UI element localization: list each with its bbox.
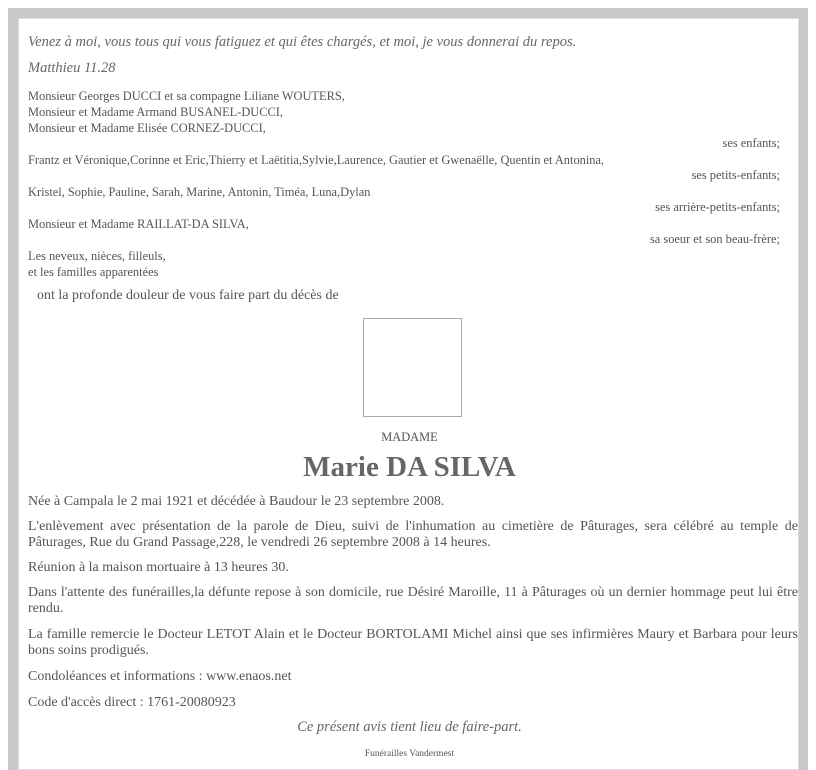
deceased-name: Marie DA SILVA xyxy=(303,451,516,483)
children-line-1: Monsieur Georges DUCCI et sa compagne Liliane WOUTERS, xyxy=(28,89,345,103)
deceased-title: MADAME xyxy=(381,430,438,444)
paragraph-rest: Dans l'attente des funérailles,la défunte repose à son domicile, rue Désiré Maroille, 11 à Pâturages où un dernier hommage peut lui être rendu. xyxy=(28,585,798,616)
great-grandchildren-relation: ses arrière-petits-enfants; xyxy=(655,200,780,214)
bible-quote: Venez à moi, vous tous qui vous fatiguez et qui êtes chargés, et moi, je vous donnerai du repos. xyxy=(28,34,577,50)
paragraph-condolences: Condoléances et informations : www.enaos.net xyxy=(28,669,292,684)
sibling-line: Monsieur et Madame RAILLAT-DA SILVA, xyxy=(28,217,249,231)
paragraph-reunion: Réunion à la maison mortuaire à 13 heures 30. xyxy=(28,560,289,575)
paragraph-ceremony: L'enlèvement avec présentation de la parole de Dieu, suivi de l'inhumation au cimetière de Pâturages, sera célébré au temple de Pâturages, Rue du Grand Passage,228, le vendredi 26 septembre 2008 à 14 heures. xyxy=(28,519,798,550)
notice-statement: Ce présent avis tient lieu de faire-part. xyxy=(297,719,522,735)
children-line-3: Monsieur et Madame Elisée CORNEZ-DUCCI, xyxy=(28,121,266,135)
grandchildren-relation: ses petits-enfants; xyxy=(691,168,780,182)
sibling-relation: sa soeur et son beau-frère; xyxy=(649,232,780,246)
others-line-1: Les neveux, nièces, filleuls, xyxy=(28,249,166,263)
deceased-photo-frame xyxy=(363,318,462,417)
children-line-2: Monsieur et Madame Armand BUSANEL-DUCCI, xyxy=(28,105,284,119)
funeral-home: Funérailles Vandermest xyxy=(364,749,455,759)
page-frame xyxy=(8,8,808,770)
others-line-2: et les familles apparentées xyxy=(28,265,159,279)
paragraph-birth-death: Née à Campala le 2 mai 1921 et décédée à Baudour le 23 septembre 2008. xyxy=(28,494,445,509)
death-notice xyxy=(18,18,799,770)
announcement-intro: ont la profonde douleur de vous faire part du décès de xyxy=(37,288,339,303)
children-relation: ses enfants; xyxy=(722,136,780,150)
great-grandchildren-line: Kristel, Sophie, Pauline, Sarah, Marine, Antonin, Timéa, Luna,Dylan xyxy=(28,185,371,199)
paragraph-access-code: Code d'accès direct : 1761-20080923 xyxy=(28,695,236,710)
bible-reference: Matthieu 11.28 xyxy=(28,60,116,76)
paragraph-thanks: La famille remercie le Docteur LETOT Alain et le Docteur BORTOLAMI Michel ainsi que ses infirmières Maury et Barbara pour leurs bons soins prodigués. xyxy=(28,627,798,658)
grandchildren-line: Frantz et Véronique,Corinne et Eric,Thierry et Laëtitia,Sylvie,Laurence, Gautier et Gwenaëlle, Quentin et Antonina, xyxy=(28,153,605,167)
